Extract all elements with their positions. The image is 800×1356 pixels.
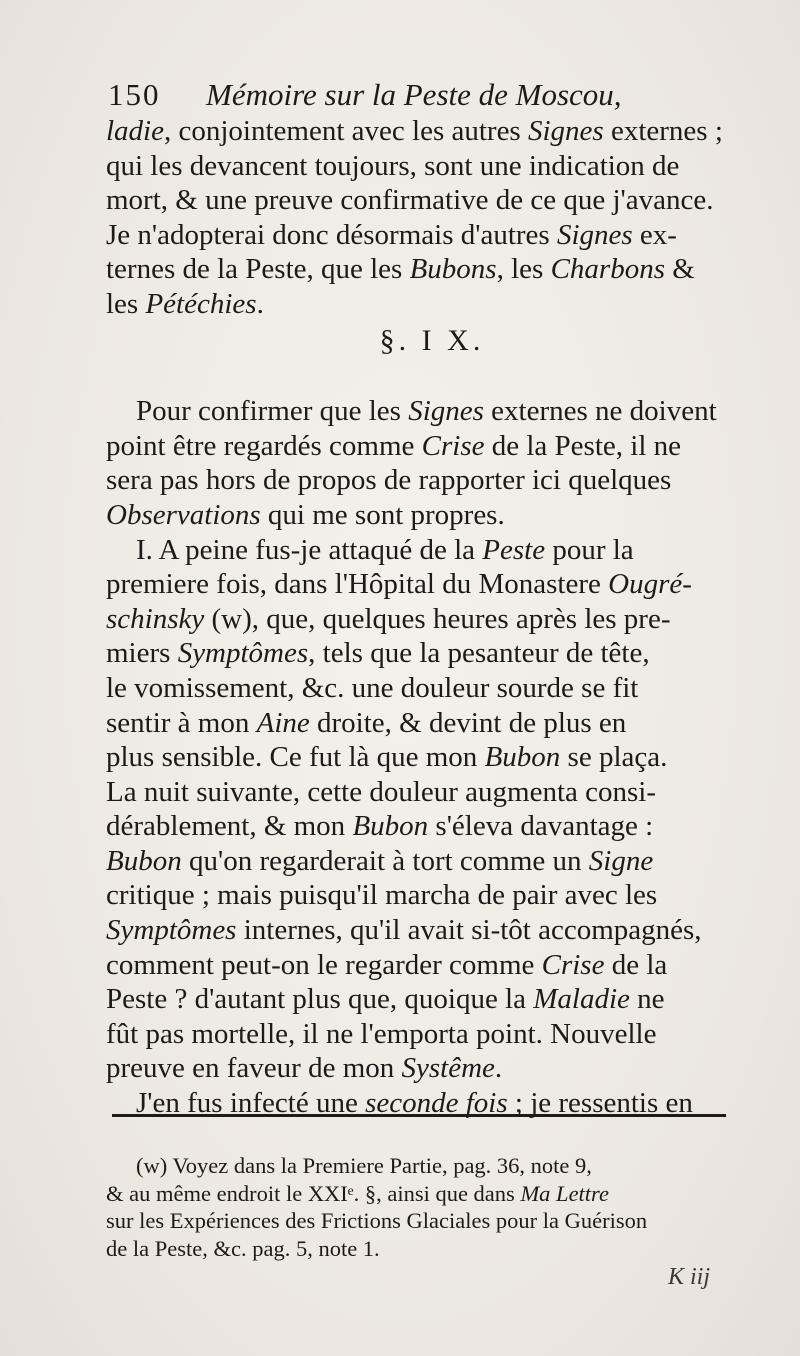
text-line: fût pas mortelle, il ne l'emporta point. Nouvelle — [106, 1017, 657, 1050]
text-line: Observations qui me sont propres. — [106, 498, 505, 531]
signature-mark: K iij — [668, 1264, 711, 1290]
text-line: Bubon qu'on regarderait à tort comme un Signe — [106, 844, 654, 877]
text-line: Peste ? d'autant plus que, quoique la Maladie ne — [106, 983, 665, 1016]
paragraph-1 — [106, 114, 728, 322]
text-line: Je n'adopterai donc désormais d'autres Signes ex- — [106, 218, 677, 251]
footnote-line: de la Peste, &c. pag. 5, note 1. — [106, 1235, 380, 1261]
text-line: schinsky (w), que, quelques heures après les pre- — [106, 602, 671, 635]
footnote-line: (w) Voyez dans la Premiere Partie, pag. 36, note 9, — [136, 1153, 592, 1178]
footnote-line: sur les Expériences des Frictions Glaciales pour la Guérison — [106, 1208, 648, 1233]
text-line: comment peut-on le regarder comme Crise de la — [106, 948, 668, 981]
text-line: dérablement, & mon Bubon s'éleva davantage : — [106, 810, 654, 843]
page-header — [108, 72, 638, 118]
paragraph-3 — [106, 533, 728, 1087]
page-number: 150 — [108, 77, 161, 112]
text-line: mort, & une preuve confirmative de ce que j'avance. — [106, 184, 714, 217]
footnote-rule — [112, 1114, 726, 1117]
text-line: ternes de la Peste, que les Bubons, les Charbons & — [106, 253, 695, 286]
text-line: qui les devancent toujours, sont une indication de — [106, 149, 680, 182]
text-line: preuve en faveur de mon Systême. — [106, 1052, 503, 1085]
footnote — [106, 1152, 730, 1262]
section-heading: §. I X. — [379, 323, 485, 357]
text-line: plus sensible. Ce fut là que mon Bubon se plaça. — [106, 741, 668, 774]
text-line: Pour confirmer que les Signes externes ne doivent — [136, 395, 717, 428]
text-line: sentir à mon Aine droite, & devint de plus en — [106, 706, 627, 739]
text-line: point être regardés comme Crise de la Peste, il ne — [106, 429, 682, 462]
text-line: le vomissement, &c. une douleur sourde se fit — [106, 671, 639, 704]
text-line: les Pétéchies. — [106, 287, 264, 320]
text-line: I. A peine fus-je attaqué de la Peste pour la — [136, 533, 634, 566]
text-line: J'en fus infecté une seconde fois ; je ressentis en — [136, 1087, 693, 1120]
text-line: Symptômes internes, qu'il avait si-tôt accompagnés, — [106, 914, 702, 947]
text-line: premiere fois, dans l'Hôpital du Monastere Ougré- — [106, 568, 692, 601]
text-line: critique ; mais puisqu'il marcha de pair avec les — [106, 879, 658, 912]
footnote-line: & au même endroit le XXIᵉ. §, ainsi que dans Ma Lettre — [106, 1180, 609, 1206]
text-line: ladie, conjointement avec les autres Signes externes ; — [106, 115, 723, 147]
main-text — [106, 114, 728, 1121]
text-line: miers Symptômes, tels que la pesanteur de tête, — [106, 637, 650, 670]
text-line: La nuit suivante, cette douleur augmenta consi- — [106, 775, 657, 808]
text-line: sera pas hors de propos de rapporter ici quelques — [106, 464, 672, 497]
running-title: Mémoire sur la Peste de Moscou, — [206, 77, 622, 112]
paragraph-2 — [106, 394, 728, 532]
